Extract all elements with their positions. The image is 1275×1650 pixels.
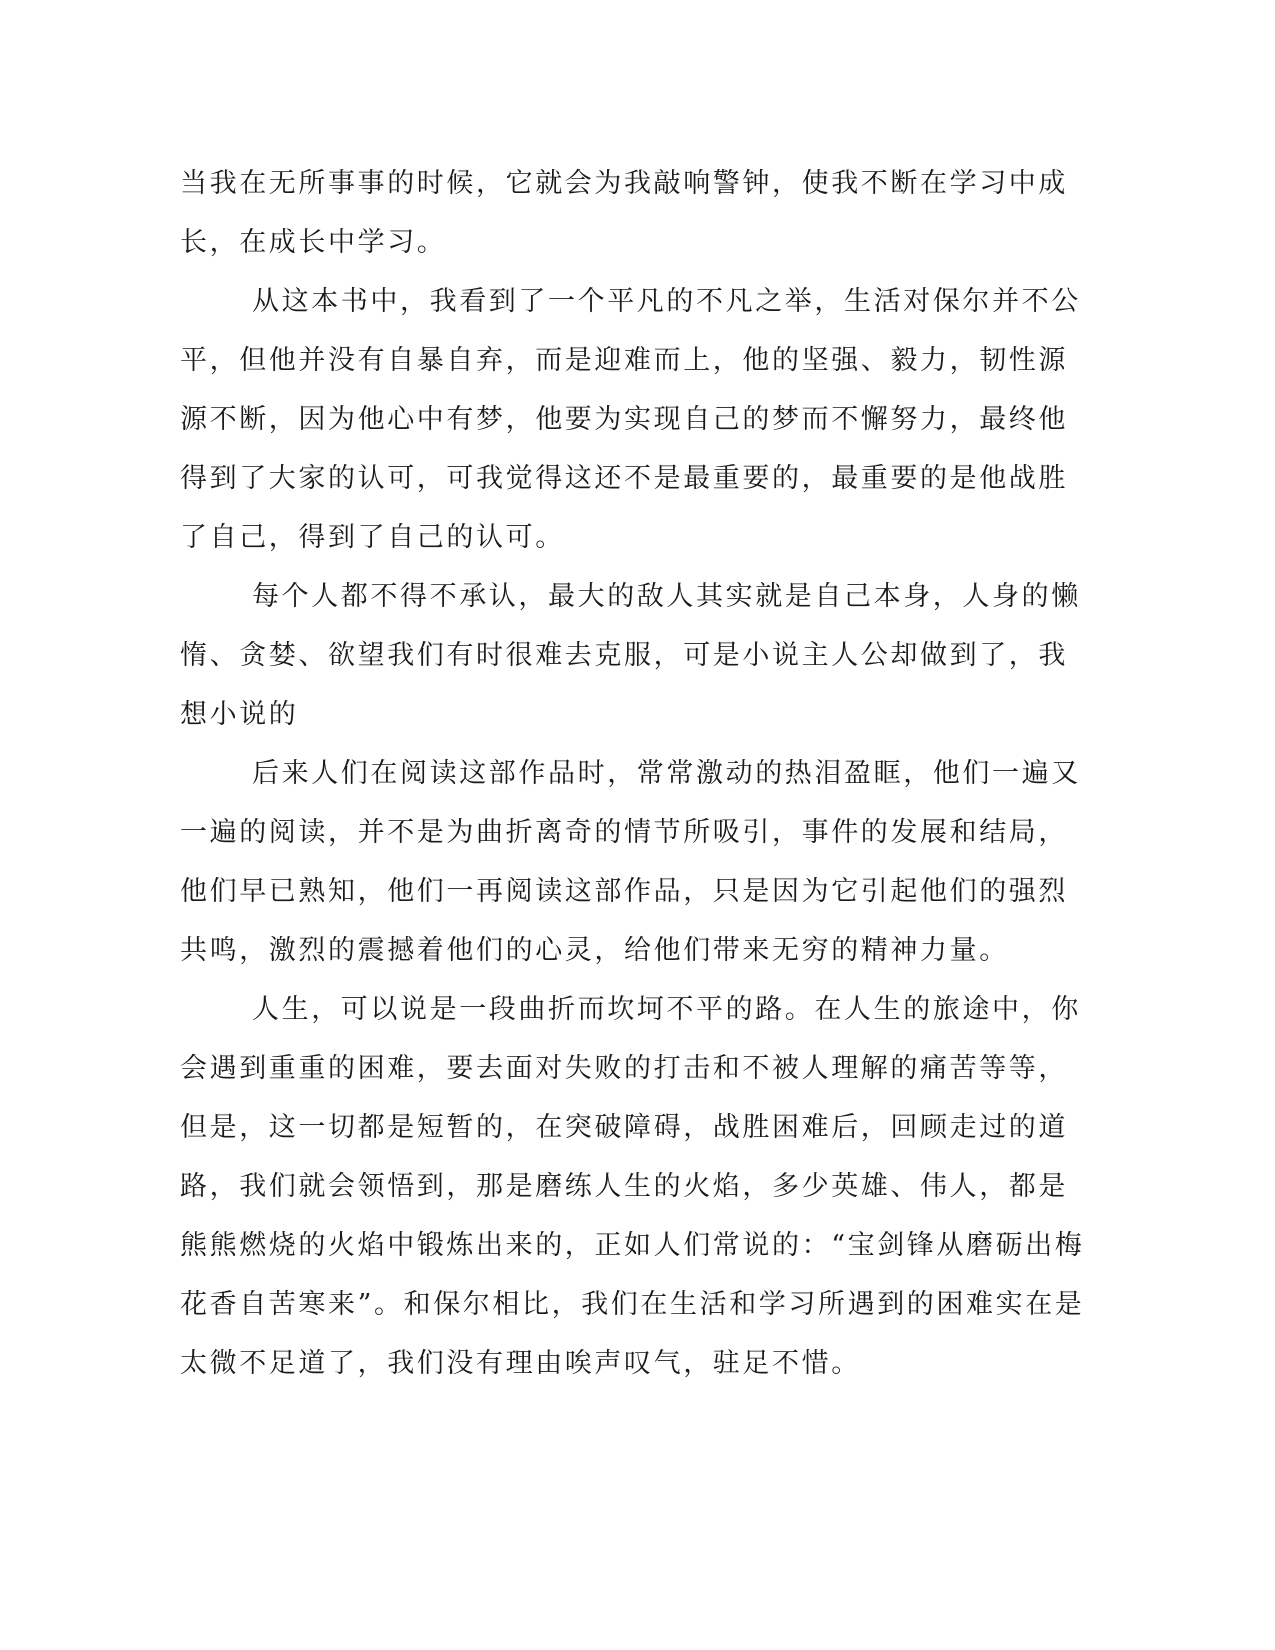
text-line: 但是，这一切都是短暂的，在突破障碍，战胜困难后，回顾走过的道	[180, 1112, 1068, 1143]
text-line: 源不断，因为他心中有梦，他要为实现自己的梦而不懈努力，最终他	[180, 404, 1068, 435]
paragraph-4	[180, 744, 1081, 980]
text-line: 他们早已熟知，他们一再阅读这部作品，只是因为它引起他们的强烈	[180, 876, 1068, 907]
text-line: 后来人们在阅读这部作品时，常常激动的热泪盈眶，他们一遍又	[252, 758, 1081, 789]
text-line: 一遍的阅读，并不是为曲折离奇的情节所吸引，事件的发展和结局，	[180, 817, 1068, 848]
text-line: 花香自苦寒来”。和保尔相比，我们在生活和学习所遇到的困难实在是	[180, 1289, 1085, 1320]
text-line: 会遇到重重的困难，要去面对失败的打击和不被人理解的痛苦等等，	[180, 1053, 1068, 1084]
text-line: 得到了大家的认可，可我觉得这还不是最重要的，最重要的是他战胜	[180, 463, 1068, 494]
paragraph-5	[180, 980, 1085, 1393]
text-line: 惰、贪婪、欲望我们有时很难去克服，可是小说主人公却做到了，我	[180, 640, 1068, 671]
text-line: 长，在成长中学习。	[180, 227, 447, 258]
text-line: 路，我们就会领悟到，那是磨练人生的火焰，多少英雄、伟人，都是	[180, 1171, 1068, 1202]
text-line: 想小说的	[180, 699, 299, 730]
text-line: 太微不足道了，我们没有理由唉声叹气，驻足不惜。	[180, 1348, 861, 1379]
text-line: 共鸣，激烈的震撼着他们的心灵，给他们带来无穷的精神力量。	[180, 935, 1009, 966]
paragraph-3	[180, 567, 1081, 744]
text-line: 平，但他并没有自暴自弃，而是迎难而上，他的坚强、毅力，韧性源	[180, 345, 1068, 376]
document-body	[180, 154, 1085, 1393]
text-line: 从这本书中，我看到了一个平凡的不凡之举，生活对保尔并不公	[252, 286, 1081, 317]
text-line: 熊熊燃烧的火焰中锻炼出来的，正如人们常说的：“宝剑锋从磨砺出梅	[180, 1230, 1085, 1261]
text-line: 人生，可以说是一段曲折而坎坷不平的路。在人生的旅途中，你	[252, 994, 1081, 1025]
paragraph-1	[180, 154, 1068, 272]
text-line: 每个人都不得不承认，最大的敌人其实就是自己本身，人身的懒	[252, 581, 1081, 612]
paragraph-2	[180, 272, 1081, 567]
text-line: 当我在无所事事的时候，它就会为我敲响警钟，使我不断在学习中成	[180, 168, 1068, 199]
text-line: 了自己，得到了自己的认可。	[180, 522, 565, 553]
